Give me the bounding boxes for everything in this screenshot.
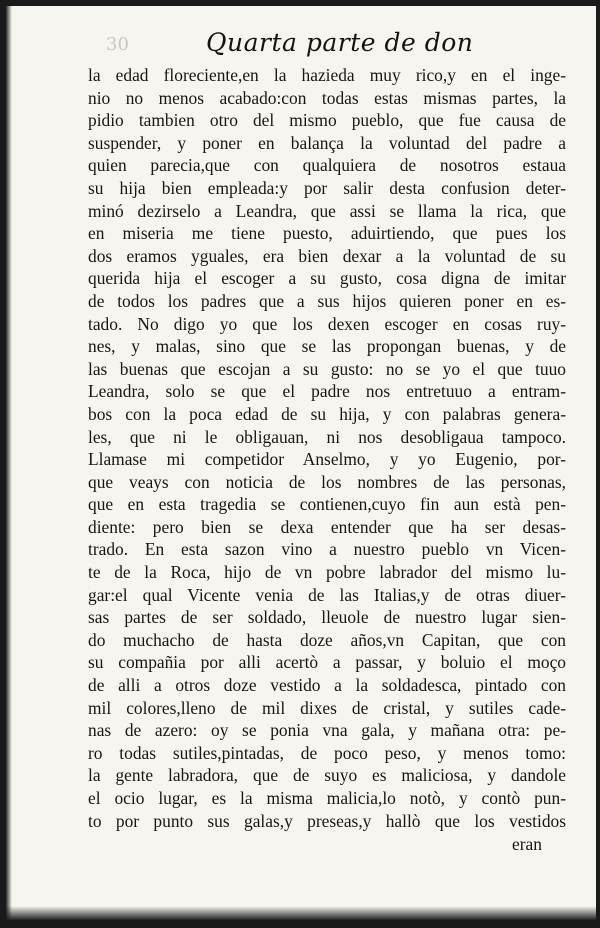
text-line: de todos los padres que a sus hijos quieren poner en es- [88, 290, 566, 311]
text-line: gar:el qual Vicente venia de las Italias,y de otras diuer- [88, 584, 566, 605]
text-line: te de la Roca, hijo de vn pobre labrador del mismo lu- [88, 562, 566, 583]
text-line: pidio tambien otro del mismo pueblo, que fue causa de [88, 110, 566, 131]
text-line: quien parecia,que con qualquiera de nosotros estaua [88, 155, 566, 176]
text-line: tado. No digo yo que los dexen escoger en cosas ruy- [88, 313, 566, 334]
text-line: querida hija el escoger a su gusto, cosa digna de imitar [88, 268, 566, 289]
text-line: la gente labradora, que de suyo es maliciosa, y dandole [88, 765, 566, 786]
text-line: trado. En esta sazon vino a nuestro pueblo vn Vicen- [88, 539, 566, 560]
text-line: nes, y malas, sino que se las propongan buenas, y de [88, 336, 566, 357]
catchword: eran [512, 834, 542, 854]
text-line: suspender, y poner en balança la voluntad del padre a [88, 132, 566, 153]
book-page [6, 6, 596, 920]
text-line: la edad floreciente,en la hazieda muy rico,y en el inge- [88, 65, 566, 85]
text-line: Leandra, solo se que el padre nos entretuuo a entram- [88, 381, 566, 402]
text-line: nas de azero: oy se ponia vna gala, y mañana otra: pe- [88, 720, 566, 741]
body-text [88, 64, 566, 832]
text-line: do muchacho de hasta doze años,vn Capitan, que con [88, 629, 566, 650]
text-line: el ocio lugar, es la misma malicia,lo notò, y contò pun- [88, 788, 566, 808]
text-line: nio no menos acabado:con todas estas mismas partes, la [88, 87, 566, 108]
text-line: las buenas que escojan a su gusto: no se yo el que tuuo [88, 358, 566, 379]
text-line: bos con la poca edad de su hija, y con palabras genera- [88, 403, 566, 424]
text-line: diente: pero bien se dexa entender que ha ser desas- [88, 516, 566, 537]
text-line: su hija bien empleada:y por salir desta confusion deter- [88, 177, 566, 198]
text-line: que veays con noticia de los nombres de las personas, [88, 471, 566, 492]
faint-page-mark: 30 [106, 34, 129, 55]
text-line: de alli a otros doze vestido a la soldadesca, pintado con [88, 675, 566, 696]
text-line: su compañia por alli acertò a passar, y boluio el moço [88, 652, 566, 673]
text-line: to por punto sus galas,y preseas,y hallò que los vestidos [88, 810, 566, 831]
text-line: ro todas sutiles,pintadas, de poco peso, y menos tomo: [88, 742, 566, 763]
text-line: que en esta tragedia se contienen,cuyo fin aun està pen- [88, 494, 566, 515]
text-line: les, que ni le obligauan, ni nos desobligaua tampoco. [88, 426, 566, 447]
text-line: mil colores,lleno de mil dixes de cristal, y sutiles cade- [88, 697, 566, 718]
text-line: minó dezirselo a Leandra, que assi se llama la rica, que [88, 200, 566, 221]
running-head: Quarta parte de don [206, 28, 474, 57]
text-line: sas partes de ser soldado, lleuole de nuestro lugar sien- [88, 607, 566, 628]
text-line: Llamase mi competidor Anselmo, y yo Eugenio, por- [88, 449, 566, 470]
text-line: dos eramos yguales, era bien dexar a la voluntad de su [88, 245, 566, 266]
scan-edge [6, 906, 596, 920]
text-line: en miseria me tiene puesto, aduirtiendo, que pues los [88, 223, 566, 244]
